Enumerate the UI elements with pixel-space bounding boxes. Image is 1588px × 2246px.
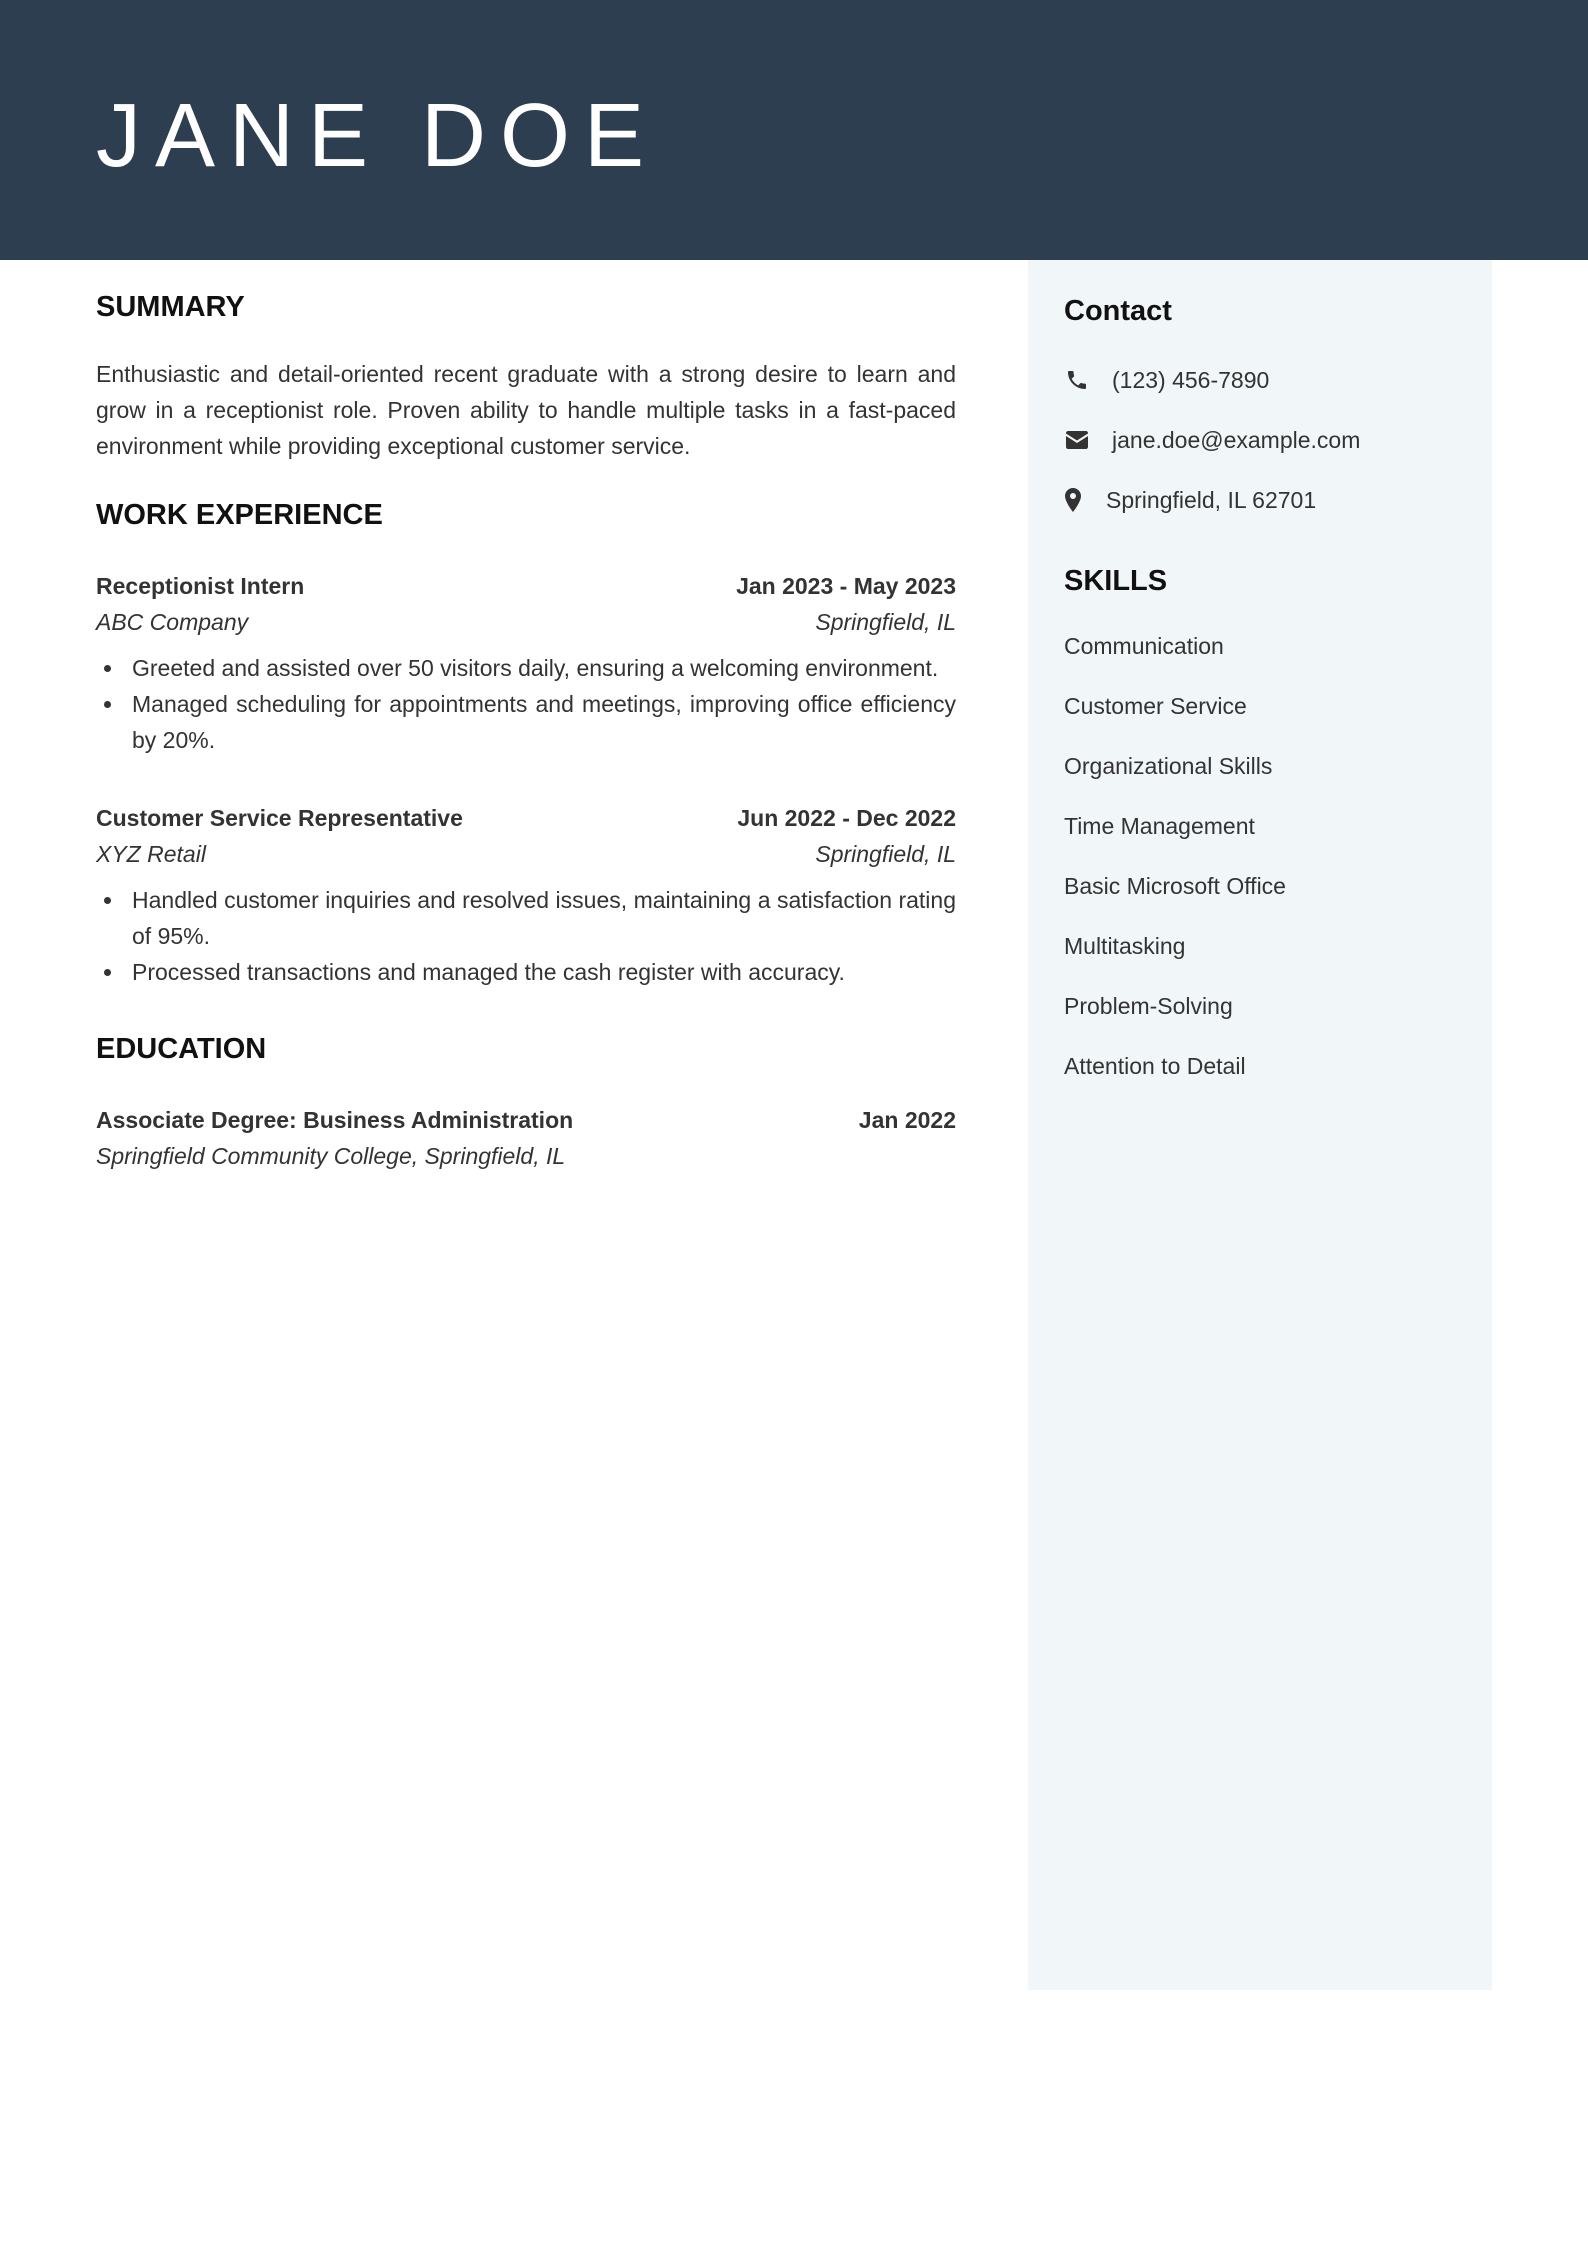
education-entry: [96, 1102, 956, 1174]
degree-title: Associate Degree: Business Administration: [96, 1107, 574, 1133]
job-entry: [96, 800, 956, 990]
job-bullets: [96, 882, 956, 990]
skill-item: Customer Service: [1064, 693, 1247, 719]
degree-date: Jan 2022: [858, 1107, 956, 1133]
contact-location-text: Springfield, IL 62701: [1106, 486, 1317, 513]
skill-item: Multitasking: [1064, 933, 1186, 959]
job-location: Springfield, IL: [815, 841, 956, 867]
job-bullet: Processed transactions and managed the cash register with accuracy.: [96, 954, 956, 990]
skills-list: [1064, 628, 1464, 1084]
job-bullets: [96, 650, 956, 758]
contact-email-text: jane.doe@example.com: [1112, 426, 1361, 453]
job-dates: Jun 2022 - Dec 2022: [737, 805, 956, 831]
envelope-icon: [1064, 427, 1090, 453]
skills-heading: SKILLS: [1064, 565, 1168, 597]
job-title: Receptionist Intern: [96, 573, 305, 599]
contact-location: [1064, 482, 1464, 518]
contact-phone: [1064, 362, 1464, 398]
phone-icon: [1064, 367, 1090, 393]
contact-heading: Contact: [1064, 295, 1172, 327]
job-location: Springfield, IL: [815, 609, 956, 635]
job-company: XYZ Retail: [96, 841, 206, 867]
summary-text: Enthusiastic and detail-oriented recent graduate with a strong desire to learn and grow in a receptionist role. Proven ability to handle multiple tasks in a fast-paced environment while providing exceptional customer service.: [96, 361, 956, 459]
education-heading: EDUCATION: [96, 1033, 267, 1065]
school-name: Springfield Community College, Springfield, IL: [96, 1143, 566, 1169]
contact-list: [1064, 362, 1464, 518]
job-title: Customer Service Representative: [96, 805, 463, 831]
map-pin-icon: [1064, 487, 1082, 513]
skill-item: Problem-Solving: [1064, 993, 1233, 1019]
candidate-name: JANE DOE: [96, 86, 659, 186]
job-bullet: Handled customer inquiries and resolved issues, maintaining a satisfaction rating of 95%.: [96, 882, 956, 954]
job-bullet: Greeted and assisted over 50 visitors daily, ensuring a welcoming environment.: [96, 650, 956, 686]
skill-item: Basic Microsoft Office: [1064, 873, 1286, 899]
header-banner: [0, 0, 1588, 260]
work-experience-heading: WORK EXPERIENCE: [96, 499, 383, 531]
job-dates: Jan 2023 - May 2023: [736, 573, 956, 599]
skill-item: Time Management: [1064, 813, 1255, 839]
job-bullet: Managed scheduling for appointments and meetings, improving office efficiency by 20%.: [96, 686, 956, 758]
sidebar: [1028, 260, 1492, 1990]
skill-item: Organizational Skills: [1064, 753, 1273, 779]
job-entry: [96, 568, 956, 758]
contact-email: [1064, 422, 1464, 458]
skill-item: Attention to Detail: [1064, 1053, 1246, 1079]
job-company: ABC Company: [96, 609, 249, 635]
main-column: [96, 290, 956, 1174]
skill-item: Communication: [1064, 633, 1224, 659]
summary-heading: SUMMARY: [96, 291, 245, 323]
contact-phone-text: (123) 456-7890: [1112, 366, 1270, 393]
